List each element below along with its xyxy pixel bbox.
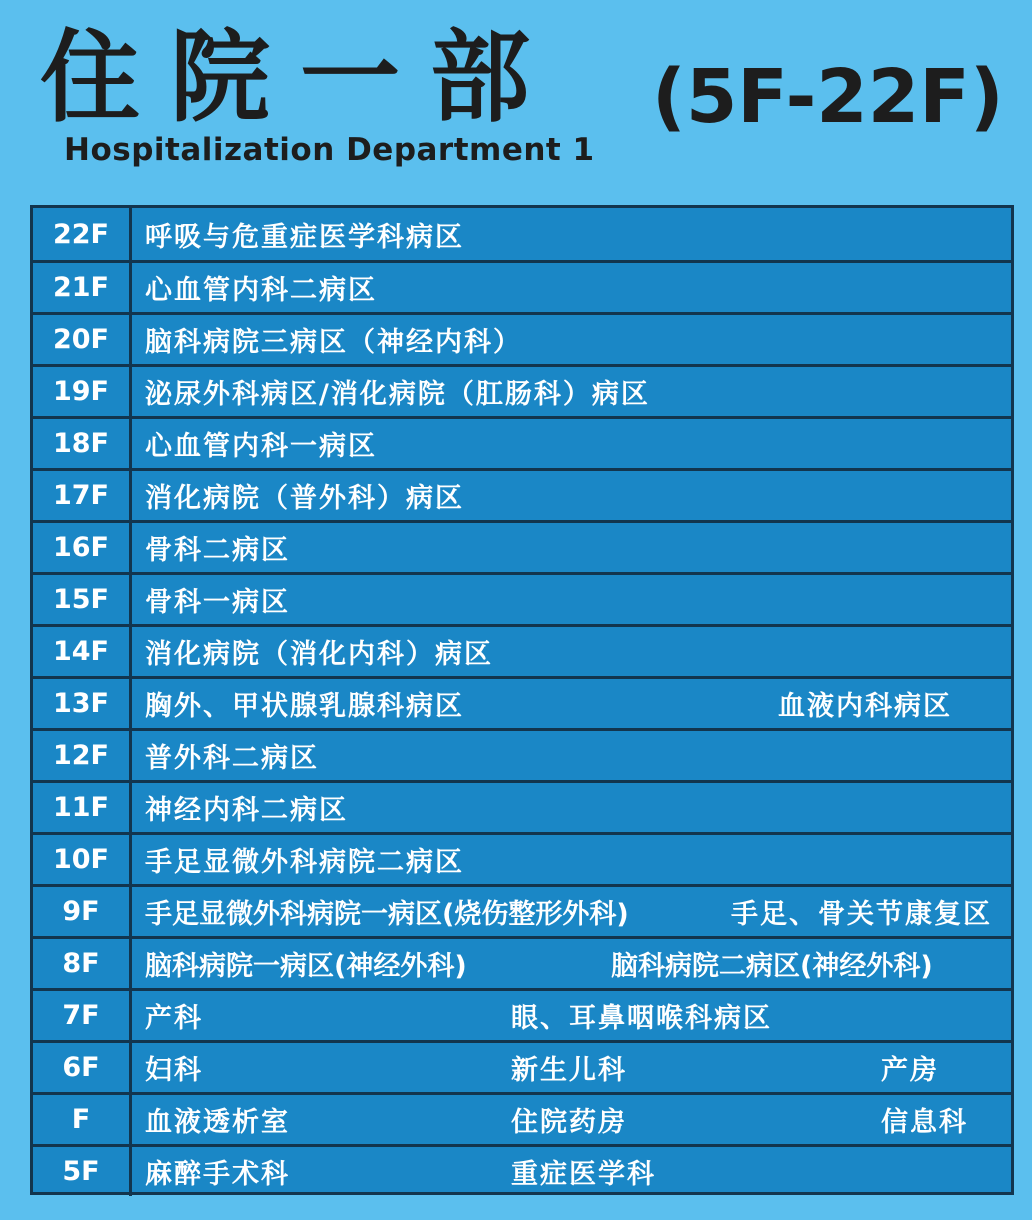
floor-label: 10F: [33, 835, 132, 884]
table-row: [33, 468, 1011, 520]
floor-label: 14F: [33, 627, 132, 676]
department-name: 眼、耳鼻咽喉科病区: [511, 1003, 772, 1034]
department-name: 妇科: [145, 1055, 203, 1086]
department-name: 脑科病院二病区(神经外科): [611, 951, 933, 982]
table-row: [33, 208, 1011, 260]
department-name: 手足、骨关节康复区: [731, 899, 992, 930]
table-row: [33, 1144, 1011, 1196]
floor-directory-table: [30, 205, 1014, 1195]
department-name: 血液内科病区: [778, 691, 952, 722]
department-name: 产房: [881, 1055, 939, 1086]
department-name: 血液透析室: [145, 1107, 290, 1138]
floor-label: 18F: [33, 419, 132, 468]
table-row: [33, 364, 1011, 416]
table-row: [33, 260, 1011, 312]
table-row: [33, 520, 1011, 572]
department-name: 骨科一病区: [145, 587, 290, 618]
page-subtitle: Hospitalization Department 1: [64, 132, 595, 168]
department-name: 骨科二病区: [145, 535, 290, 566]
floor-label: 6F: [33, 1043, 132, 1092]
page-title: 住院一部: [40, 18, 560, 136]
table-row: [33, 416, 1011, 468]
department-name: 脑科病院一病区(神经外科): [145, 951, 467, 982]
floor-label: 12F: [33, 731, 132, 780]
table-row: [33, 312, 1011, 364]
floor-label: F: [33, 1095, 132, 1144]
department-name: 麻醉手术科: [145, 1159, 290, 1190]
department-name: 手足显微外科病院一病区(烧伤整形外科): [145, 899, 629, 930]
department-name: 心血管内科一病区: [145, 431, 377, 462]
table-row: [33, 728, 1011, 780]
department-name: 住院药房: [511, 1107, 627, 1138]
table-row: [33, 572, 1011, 624]
floor-label: 19F: [33, 367, 132, 416]
department-name: 普外科二病区: [145, 743, 319, 774]
department-name: 胸外、甲状腺乳腺科病区: [145, 691, 464, 722]
table-row: [33, 1092, 1011, 1144]
department-name: 信息科: [881, 1107, 968, 1138]
floor-label: 8F: [33, 939, 132, 988]
department-name: 泌尿外科病区/消化病院（肛肠科）病区: [145, 379, 650, 410]
floor-range: (5F-22F): [652, 54, 1004, 140]
department-name: 呼吸与危重症医学科病区: [145, 221, 464, 253]
department-name: 心血管内科二病区: [145, 275, 377, 306]
floor-label: 16F: [33, 523, 132, 572]
table-row: [33, 988, 1011, 1040]
floor-label: 17F: [33, 471, 132, 520]
floor-label: 22F: [33, 208, 132, 260]
floor-label: 9F: [33, 887, 132, 936]
department-name: 新生儿科: [511, 1055, 627, 1086]
department-name: 产科: [145, 1003, 203, 1034]
table-row: [33, 884, 1011, 936]
floor-label: 15F: [33, 575, 132, 624]
department-name: 重症医学科: [511, 1159, 656, 1190]
floor-label: 7F: [33, 991, 132, 1040]
table-row: [33, 780, 1011, 832]
floor-label: 11F: [33, 783, 132, 832]
floor-label: 5F: [33, 1147, 132, 1196]
table-row: [33, 832, 1011, 884]
department-name: 神经内科二病区: [145, 795, 348, 826]
table-row: [33, 624, 1011, 676]
floor-label: 13F: [33, 679, 132, 728]
department-name: 脑科病院三病区（神经内科）: [145, 327, 522, 358]
floor-label: 21F: [33, 263, 132, 312]
department-name: 消化病院（消化内科）病区: [145, 639, 493, 670]
floor-label: 20F: [33, 315, 132, 364]
table-row: [33, 1040, 1011, 1092]
department-name: 手足显微外科病院二病区: [145, 847, 464, 878]
department-name: 消化病院（普外科）病区: [145, 483, 464, 514]
table-row: [33, 676, 1011, 728]
table-row: [33, 936, 1011, 988]
